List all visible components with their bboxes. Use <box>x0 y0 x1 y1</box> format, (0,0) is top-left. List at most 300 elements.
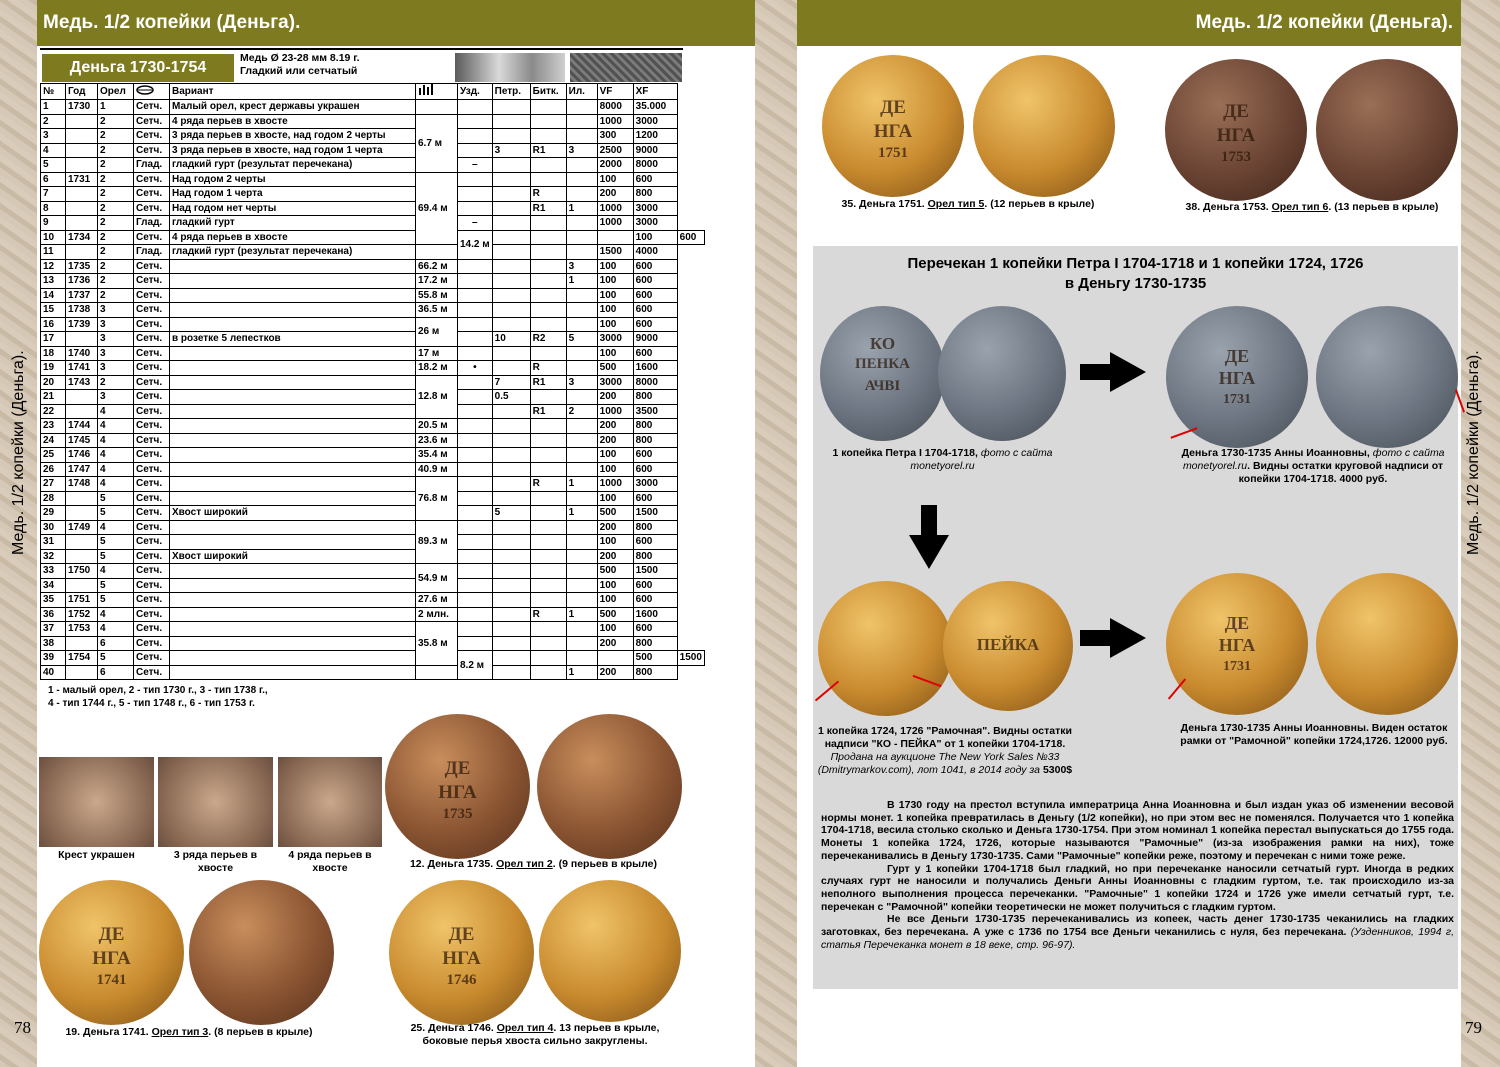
table-cell <box>170 288 416 303</box>
table-cell <box>170 607 416 622</box>
table-cell: R2 <box>530 332 566 347</box>
table-cell <box>492 448 530 463</box>
article-paragraph <box>821 913 1454 951</box>
table-cell: Сетч. <box>134 477 170 492</box>
denga-overstrike-b-reverse <box>1316 573 1458 715</box>
table-cell <box>170 462 416 477</box>
coin-text: 1753 <box>1221 149 1251 165</box>
table-cell: Над годом 2 черты <box>170 172 416 187</box>
table-cell <box>492 622 530 637</box>
table-row <box>41 593 705 608</box>
table-cell: 12 <box>41 259 66 274</box>
table-cell <box>458 448 493 463</box>
table-cell <box>566 491 597 506</box>
ramochnaya-obverse <box>818 581 953 716</box>
table-cell <box>416 245 458 260</box>
table-cell: 8000 <box>633 158 677 173</box>
table-cell <box>530 462 566 477</box>
table-cell: 200 <box>597 636 633 651</box>
mintage-cell: 23.6 м <box>416 433 458 448</box>
table-cell: Сетч. <box>134 593 170 608</box>
table-row <box>41 491 705 506</box>
table-cell <box>170 361 416 376</box>
kopek-1704-reverse <box>938 306 1066 441</box>
right-arrow-icon <box>1110 618 1146 658</box>
table-cell: 3 <box>566 375 597 390</box>
table-cell <box>566 172 597 187</box>
mintage-cell: 18.2 м <box>416 361 458 376</box>
closeup-4-rows-photo <box>278 757 382 847</box>
table-cell <box>170 259 416 274</box>
caption-text: 1 копейка 1724, 1726 "Рамочная". Видны остатки надписи "КО - ПЕЙКА" от 1 копейки 1704-1718. <box>818 725 1072 750</box>
kopek-1704-obverse <box>820 306 945 441</box>
table-cell: 800 <box>633 520 677 535</box>
table-cell: 21 <box>41 390 66 405</box>
coin-text: 1751 <box>878 145 908 161</box>
table-cell <box>170 636 416 651</box>
table-row <box>41 172 705 187</box>
table-cell: 10 <box>492 332 530 347</box>
table-cell: Сетч. <box>134 404 170 419</box>
table-cell: 100 <box>597 346 633 361</box>
table-cell: 0.5 <box>492 390 530 405</box>
table-cell: 600 <box>633 303 677 318</box>
table-cell <box>170 491 416 506</box>
table-cell <box>66 549 98 564</box>
table-cell: Сетч. <box>134 636 170 651</box>
table-cell: 5 <box>566 332 597 347</box>
table-cell: Малый орел, крест державы украшен <box>170 100 416 115</box>
coin-text: НГА <box>442 948 481 969</box>
table-row <box>41 462 705 477</box>
table-cell <box>492 578 530 593</box>
table-cell: в розетке 5 лепестков <box>170 332 416 347</box>
table-cell <box>530 288 566 303</box>
table-cell: • <box>458 361 493 376</box>
coin-specs <box>240 52 360 78</box>
table-cell: 17 <box>41 332 66 347</box>
article-paragraph: В 1730 году на престол вступила императрица Анна Иоанновна и был издан указ об изменении весовой нормы монет. 1 копейка превратилась в Деньгу (1/2 копейки), но при этом вес не поменялся. Получается что 1 копейка 1704-1718, весила столько сколько и Деньга 1730-1754. При этом номинал 1 копейка перестал выпускаться до 1755 года. Монеты 1 копейка 1724, 1726, которые называются "Рамочные" (из-за изображения рамки на них), тоже перечеканивались в Деньгу 1730-1735. Сами "Рамочные" копейки реже, поэтому и перечекан с ними тоже реже. <box>821 799 1454 862</box>
coin-1746-obverse <box>389 880 534 1025</box>
coin-19-caption <box>39 1026 339 1039</box>
table-cell: 25 <box>41 448 66 463</box>
table-cell: 1500 <box>677 651 704 666</box>
table-cell <box>492 317 530 332</box>
table-cell <box>530 506 566 521</box>
table-row <box>41 303 705 318</box>
table-cell <box>566 419 597 434</box>
table-cell: 33 <box>41 564 66 579</box>
table-cell <box>492 651 530 666</box>
col-uzdenikov: Узд. <box>458 84 493 100</box>
closeup-caption: 3 ряда перьев в хвосте <box>173 849 258 874</box>
coin-1753-obverse <box>1165 59 1307 201</box>
table-cell <box>530 303 566 318</box>
table-cell: R <box>530 477 566 492</box>
coin-text: НГА <box>92 948 131 969</box>
mintage-cell: 40.9 м <box>416 462 458 477</box>
table-row <box>41 375 705 390</box>
eagle-type-link: Орел тип 6 <box>1271 201 1329 213</box>
table-row <box>41 245 705 260</box>
table-cell <box>66 129 98 144</box>
table-cell: 1746 <box>66 448 98 463</box>
coin-text: ДЕ <box>1223 101 1249 122</box>
table-cell: Хвост широкий <box>170 549 416 564</box>
table-cell <box>530 448 566 463</box>
table-cell: 1751 <box>66 593 98 608</box>
table-cell: 39 <box>41 651 66 666</box>
table-cell <box>492 477 530 492</box>
table-cell <box>492 288 530 303</box>
table-row <box>41 448 705 463</box>
table-cell: 4 <box>98 477 134 492</box>
legend-line: 4 - тип 1744 г., 5 - тип 1748 г., 6 - тип 1753 г. <box>48 698 255 709</box>
table-cell <box>492 535 530 550</box>
table-cell: 600 <box>633 491 677 506</box>
table-row <box>41 535 705 550</box>
table-cell <box>492 114 530 129</box>
table-cell: 200 <box>597 419 633 434</box>
table-cell <box>566 361 597 376</box>
table-cell: 4 ряда перьев в хвосте <box>170 230 416 245</box>
table-cell: 19 <box>41 361 66 376</box>
table-cell: 5 <box>98 549 134 564</box>
table-cell <box>566 346 597 361</box>
table-cell <box>458 535 493 550</box>
table-cell: 2 <box>566 404 597 419</box>
caption-text: 12. Деньга 1735. <box>409 858 497 870</box>
coin-1751-obverse <box>822 55 964 197</box>
table-cell: 600 <box>633 259 677 274</box>
table-cell <box>170 274 416 289</box>
table-cell: Сетч. <box>134 100 170 115</box>
table-cell: 20 <box>41 375 66 390</box>
mesh-edge-sample <box>570 53 682 82</box>
table-cell <box>458 520 493 535</box>
table-cell: 31 <box>41 535 66 550</box>
table-cell: 1000 <box>597 216 633 231</box>
table-cell: 3000 <box>633 216 677 231</box>
table-cell: 3 <box>41 129 66 144</box>
table-cell: 8000 <box>597 100 633 115</box>
table-cell: Сетч. <box>134 651 170 666</box>
col-year: Год <box>66 84 98 100</box>
section-title: Деньга 1730-1754 <box>42 54 234 82</box>
table-cell <box>458 433 493 448</box>
table-cell <box>530 390 566 405</box>
table-cell <box>566 593 597 608</box>
table-cell <box>566 187 597 202</box>
col-variant: Вариант <box>170 84 416 100</box>
table-cell <box>170 520 416 535</box>
table-cell: 600 <box>633 622 677 637</box>
table-cell <box>492 564 530 579</box>
table-row <box>41 665 705 680</box>
table-cell: 1738 <box>66 303 98 318</box>
mintage-cell: 26 м <box>416 317 458 346</box>
table-cell: 22 <box>41 404 66 419</box>
mintage-cell: 35.8 м <box>416 622 458 666</box>
table-cell <box>530 578 566 593</box>
table-cell <box>66 332 98 347</box>
table-cell <box>458 288 493 303</box>
table-row <box>41 419 705 434</box>
table-cell: 5 <box>98 535 134 550</box>
table-cell: R1 <box>530 143 566 158</box>
table-cell: Сетч. <box>134 187 170 202</box>
mintage-cell: 17 м <box>416 346 458 361</box>
mintage-cell: 76.8 м <box>416 477 458 521</box>
coin-1751-reverse <box>973 55 1115 197</box>
caption-text: . Видны остатки круговой надписи от копейки 1704-1718. 4000 руб. <box>1238 460 1444 485</box>
table-row <box>41 564 705 579</box>
table-cell <box>492 172 530 187</box>
table-cell <box>458 419 493 434</box>
coin-text: ДЕ <box>1224 613 1250 633</box>
table-cell <box>566 129 597 144</box>
table-row <box>41 578 705 593</box>
table-cell: 200 <box>597 549 633 564</box>
table-cell: 3 <box>566 259 597 274</box>
table-cell <box>492 100 530 115</box>
table-cell: 4 <box>98 404 134 419</box>
caption-text: 35. Деньга 1751. <box>841 198 928 210</box>
table-cell: 9000 <box>633 143 677 158</box>
table-cell: 1000 <box>597 477 633 492</box>
table-cell: 24 <box>41 433 66 448</box>
table-cell: 2 <box>98 216 134 231</box>
table-cell: 1749 <box>66 520 98 535</box>
table-cell <box>170 346 416 361</box>
eagle-type-link: Орел тип 4 <box>496 1022 554 1034</box>
table-cell <box>530 651 566 666</box>
table-cell: 4 <box>98 419 134 434</box>
caption-text: 38. Деньга 1753. <box>1185 201 1272 213</box>
table-cell: 30 <box>41 520 66 535</box>
table-cell: Сетч. <box>134 361 170 376</box>
table-row <box>41 404 705 419</box>
eagle-type-link: Орел тип 3 <box>151 1026 209 1038</box>
table-cell: 600 <box>633 317 677 332</box>
coin-1735-obverse <box>385 714 530 859</box>
panel-title-line: в Деньгу 1730-1735 <box>1064 275 1207 292</box>
table-cell: Над годом нет черты <box>170 201 416 216</box>
table-cell <box>458 578 493 593</box>
table-cell <box>530 245 566 260</box>
coin-text: АЧВI <box>864 378 901 394</box>
table-cell <box>458 462 493 477</box>
table-cell <box>66 143 98 158</box>
col-number: № <box>41 84 66 100</box>
table-cell <box>458 593 493 608</box>
table-cell <box>458 274 493 289</box>
mintage-cell: 12.8 м <box>416 375 458 419</box>
table-cell <box>458 187 493 202</box>
col-edge-icon <box>134 84 170 100</box>
variants-table <box>40 83 705 680</box>
table-cell: 100 <box>597 448 633 463</box>
table-cell: Сетч. <box>134 346 170 361</box>
kopek-1704-caption <box>820 447 1065 473</box>
table-cell <box>458 172 493 187</box>
table-cell <box>66 245 98 260</box>
coin-text: ДЕ <box>444 758 471 779</box>
table-cell: 3 <box>98 361 134 376</box>
table-cell <box>170 593 416 608</box>
table-cell: 100 <box>633 230 677 245</box>
table-cell: 6 <box>98 636 134 651</box>
table-cell <box>492 129 530 144</box>
table-cell: 200 <box>597 433 633 448</box>
table-cell <box>458 390 493 405</box>
table-cell: 800 <box>633 665 677 680</box>
col-petrov: Петр. <box>492 84 530 100</box>
coin-38-caption <box>1162 201 1462 214</box>
table-cell: 1744 <box>66 419 98 434</box>
ramochnaya-caption <box>816 725 1074 777</box>
table-cell <box>566 303 597 318</box>
table-cell <box>170 578 416 593</box>
table-cell <box>530 129 566 144</box>
caption-price: 5300$ <box>1042 764 1073 776</box>
table-cell: Сетч. <box>134 622 170 637</box>
table-cell <box>492 462 530 477</box>
table-cell: 5 <box>98 491 134 506</box>
table-cell: 3 ряда перьев в хвосте, над годом 1 черта <box>170 143 416 158</box>
table-cell: 1752 <box>66 607 98 622</box>
table-cell: 500 <box>597 361 633 376</box>
table-row <box>41 477 705 492</box>
coin-text: ПЕНКА <box>854 356 911 372</box>
table-cell: 2 <box>98 158 134 173</box>
table-row <box>41 317 705 332</box>
table-cell: 100 <box>597 172 633 187</box>
coin-1741-reverse <box>189 880 334 1025</box>
table-cell: 29 <box>41 506 66 521</box>
table-cell: Сетч. <box>134 520 170 535</box>
panel-title <box>813 254 1458 294</box>
mintage-cell: 69.4 м <box>416 172 458 245</box>
table-cell <box>566 433 597 448</box>
mintage-cell: 89.3 м <box>416 520 458 564</box>
caption-source: фото с сайта monetyorel.ru <box>910 447 1053 472</box>
coin-text: НГА <box>1218 635 1256 655</box>
table-cell: 7 <box>492 375 530 390</box>
table-cell <box>530 564 566 579</box>
table-cell: 3 <box>98 332 134 347</box>
table-cell <box>530 274 566 289</box>
closeup-caption: Крест украшен <box>58 849 135 861</box>
table-cell: 100 <box>597 578 633 593</box>
table-row <box>41 143 705 158</box>
coin-text: НГА <box>1218 368 1256 388</box>
table-cell: 3000 <box>597 375 633 390</box>
table-cell: Сетч. <box>134 419 170 434</box>
table-cell <box>66 216 98 231</box>
table-cell: 26 <box>41 462 66 477</box>
table-cell <box>566 636 597 651</box>
caption-text: . (13 перьев в крыле) <box>1328 201 1439 213</box>
table-cell: Сетч. <box>134 433 170 448</box>
eagle-type-link: Орел тип 2 <box>496 858 553 870</box>
caption-source: фото с сайта monetyorel.ru <box>1182 447 1445 472</box>
table-row <box>41 390 705 405</box>
table-cell: 1 <box>566 665 597 680</box>
table-cell <box>458 346 493 361</box>
table-cell: Сетч. <box>134 535 170 550</box>
closeup-caption: 4 ряда перьев в хвосте <box>288 849 372 874</box>
table-row <box>41 607 705 622</box>
table-cell: 4 ряда перьев в хвосте <box>170 114 416 129</box>
table-cell: 1 <box>566 506 597 521</box>
table-cell: Сетч. <box>134 607 170 622</box>
bar-chart-icon <box>418 84 434 95</box>
coin-text: 1731 <box>1223 659 1251 674</box>
table-cell: 4 <box>98 607 134 622</box>
caption-line <box>385 1022 685 1035</box>
table-cell: 2000 <box>597 158 633 173</box>
table-cell <box>530 230 566 245</box>
table-cell <box>492 216 530 231</box>
table-body <box>41 100 705 680</box>
table-cell <box>492 636 530 651</box>
table-cell <box>530 216 566 231</box>
table-cell: 8000 <box>633 375 677 390</box>
table-cell: 100 <box>597 462 633 477</box>
table-cell: 18 <box>41 346 66 361</box>
down-arrow-icon <box>909 535 949 569</box>
table-cell <box>530 346 566 361</box>
table-cell <box>458 201 493 216</box>
table-row <box>41 216 705 231</box>
table-row <box>41 100 705 115</box>
table-cell: 9 <box>41 216 66 231</box>
table-cell <box>530 100 566 115</box>
table-cell: 10 <box>41 230 66 245</box>
table-cell <box>170 303 416 318</box>
table-row <box>41 201 705 216</box>
table-cell <box>492 187 530 202</box>
mintage-cell: 27.6 м <box>416 593 458 608</box>
table-cell: 11 <box>41 245 66 260</box>
table-cell: 1739 <box>66 317 98 332</box>
table-cell: 100 <box>597 622 633 637</box>
table-cell: 800 <box>633 187 677 202</box>
table-cell <box>492 665 530 680</box>
table-cell <box>66 114 98 129</box>
col-bitkin: Битк. <box>530 84 566 100</box>
coin-text: ДЕ <box>98 924 125 945</box>
table-cell <box>170 622 416 637</box>
table-row <box>41 636 705 651</box>
table-cell: 3 <box>98 317 134 332</box>
table-cell: 4 <box>98 622 134 637</box>
table-cell: 600 <box>633 578 677 593</box>
header-rule <box>40 48 683 50</box>
table-cell: 600 <box>633 172 677 187</box>
table-cell: Сетч. <box>134 390 170 405</box>
ramochnaya-reverse <box>943 581 1073 711</box>
table-cell <box>492 346 530 361</box>
table-cell: 600 <box>633 535 677 550</box>
coin-text: ПЕЙКА <box>976 635 1040 654</box>
table-cell: 800 <box>633 636 677 651</box>
table-cell: Сетч. <box>134 448 170 463</box>
coin-12-caption <box>385 858 682 871</box>
table-cell: 7 <box>41 187 66 202</box>
table-cell: 6 <box>98 665 134 680</box>
